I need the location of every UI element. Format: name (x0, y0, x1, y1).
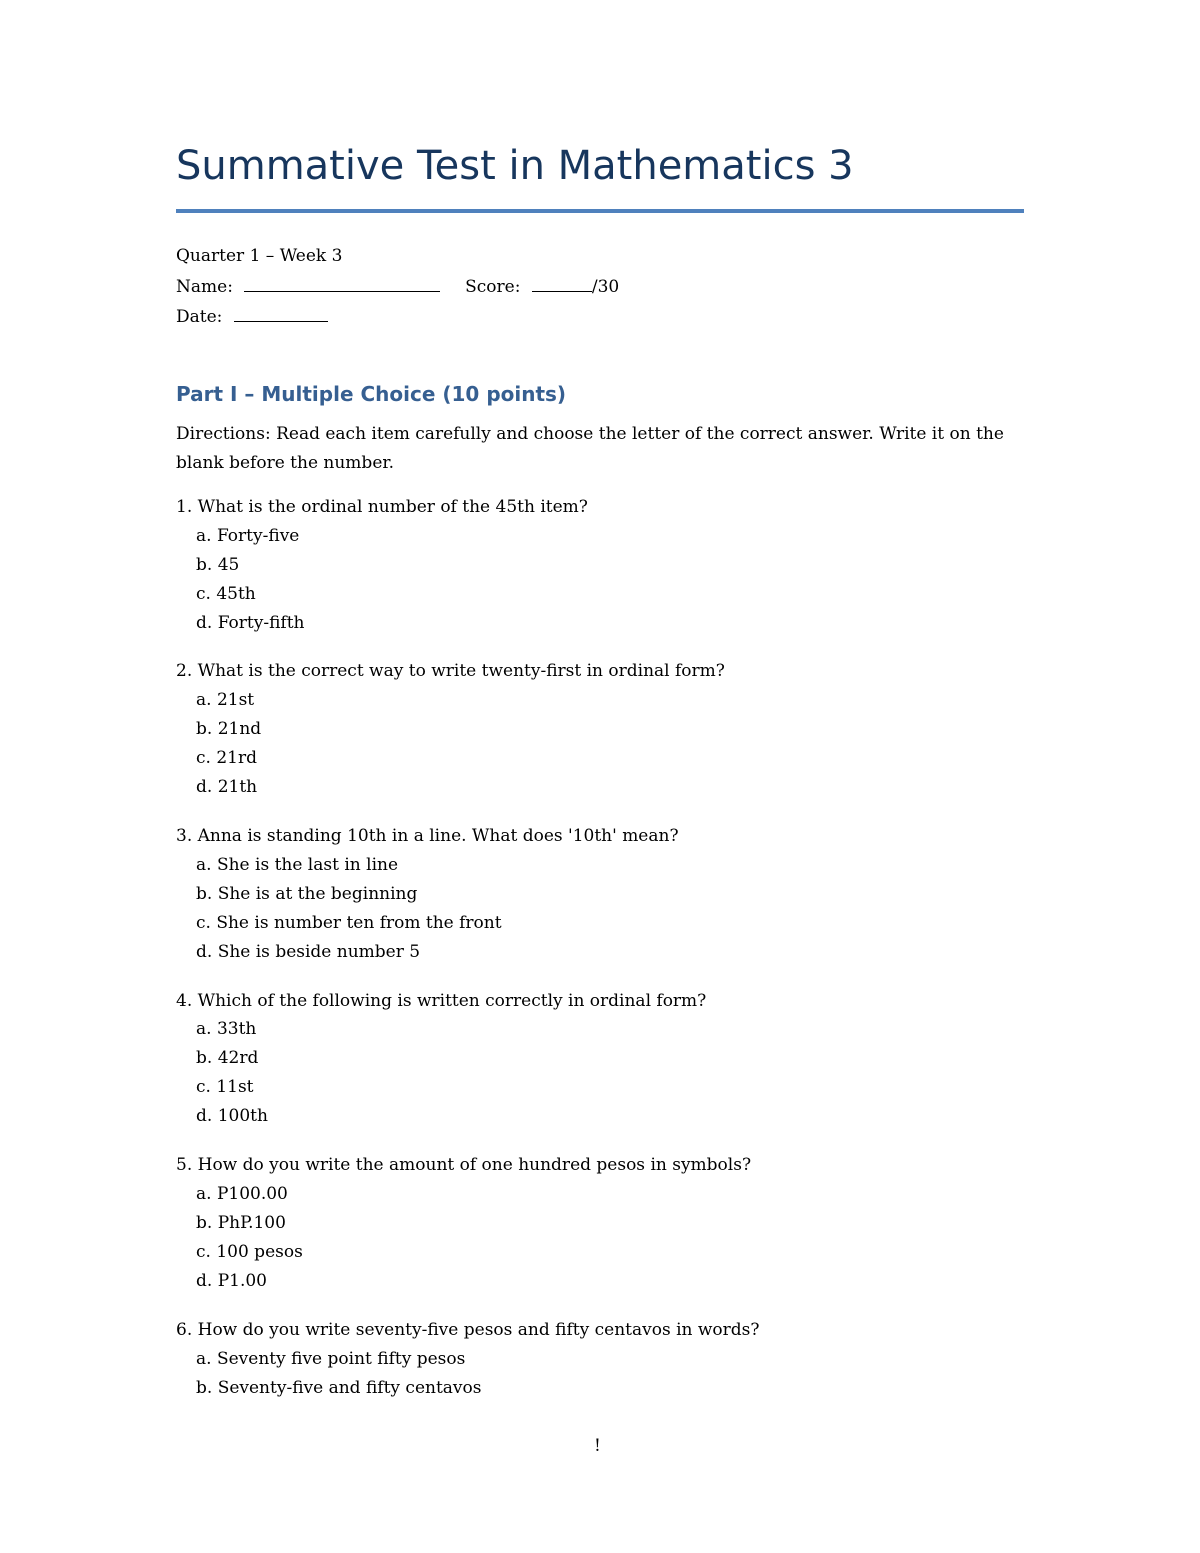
q5-option-b: b. PhP.100 (196, 1213, 286, 1233)
q3-option-c: c. She is number ten from the front (196, 913, 502, 933)
name-blank[interactable] (244, 277, 440, 292)
document-title: Summative Test in Mathematics 3 (176, 143, 854, 189)
q2-option-a: a. 21st (196, 690, 255, 710)
q2-option-c: c. 21rd (196, 748, 257, 768)
score-blank[interactable] (532, 277, 592, 292)
date-label: Date: (176, 307, 223, 327)
part1-directions: Directions: Read each item carefully and choose the letter of the correct answer. Write it on the blank before the number. (176, 424, 1004, 473)
q5-option-c: c. 100 pesos (196, 1242, 303, 1262)
q6-option-a: a. Seventy five point fifty pesos (196, 1349, 466, 1369)
name-label: Name: (176, 277, 233, 297)
q3-option-d: d. She is beside number 5 (196, 942, 421, 962)
q4-option-a: a. 33th (196, 1019, 257, 1039)
score-total: /30 (591, 277, 620, 297)
q1-option-b: b. 45 (196, 555, 240, 575)
quarter-label: Quarter 1 – Week 3 (176, 246, 343, 266)
question-6: 6. How do you write seventy-five pesos and fifty centavos in words? (176, 1320, 760, 1340)
part1-heading: Part I – Multiple Choice (10 points) (176, 382, 567, 406)
question-2: 2. What is the correct way to write twenty-first in ordinal form? (176, 661, 725, 681)
question-3: 3. Anna is standing 10th in a line. What does '10th' mean? (176, 826, 679, 846)
date-row (176, 307, 328, 326)
q2-option-d: d. 21th (196, 777, 258, 797)
q5-option-a: a. P100.00 (196, 1184, 288, 1204)
q5-option-d: d. P1.00 (196, 1271, 267, 1291)
score-label: Score: (465, 277, 521, 297)
q6-option-b: b. Seventy-five and fifty centavos (196, 1378, 482, 1398)
page-number: ! (594, 1436, 601, 1456)
question-1: 1. What is the ordinal number of the 45th item? (176, 497, 588, 517)
q1-option-a: a. Forty-five (196, 526, 300, 546)
q4-option-b: b. 42rd (196, 1048, 259, 1068)
name-score-row (176, 277, 619, 296)
q4-option-c: c. 11st (196, 1077, 254, 1097)
date-blank[interactable] (234, 307, 328, 322)
q1-option-c: c. 45th (196, 584, 256, 604)
question-4: 4. Which of the following is written correctly in ordinal form? (176, 991, 707, 1011)
q2-option-b: b. 21nd (196, 719, 262, 739)
q4-option-d: d. 100th (196, 1106, 268, 1126)
question-5: 5. How do you write the amount of one hundred pesos in symbols? (176, 1155, 752, 1175)
q1-option-d: d. Forty-fifth (196, 613, 305, 633)
q3-option-b: b. She is at the beginning (196, 884, 418, 904)
q3-option-a: a. She is the last in line (196, 855, 399, 875)
title-underline (176, 209, 1024, 213)
